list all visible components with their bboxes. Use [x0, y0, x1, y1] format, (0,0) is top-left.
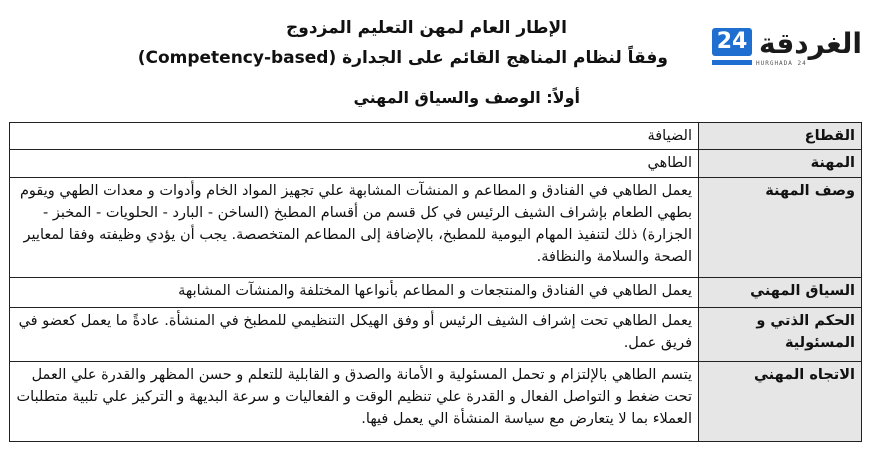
row-label: المهنة: [699, 150, 862, 178]
table-row: [10, 308, 862, 362]
table-row: [10, 123, 862, 150]
logo-tagline: HURGHADA 24: [756, 60, 807, 67]
row-label: الاتجاه المهني: [699, 362, 862, 442]
logo-underline: [712, 60, 752, 65]
table-row: [10, 278, 862, 308]
row-value: يعمل الطاهي في الفنادق و المطاعم و المنشآت المشابهة علي تجهيز المواد الخام وأدوات و معدات الطهي ويقوم بطهي الطعام بإشراف الشيف الرئيس في كل قسم من أقسام المطبخ (الساخن - البارد - الحلويات - المخبز - الجزارة) ذلك لتنفيذ المهام اليومية للمطبخ، بالإضافة إلى المطاعم المتخصصة. يجب أن يؤدي وظيفته وفقا لمعايير الصحة والسلامة والنظافة.: [10, 178, 699, 278]
site-logo[interactable]: [712, 26, 862, 72]
row-value: يعمل الطاهي في الفنادق والمنتجعات و المطاعم بأنواعها المختلفة والمنشآت المشابهة: [10, 278, 699, 308]
document-title: الإطار العام لمهن التعليم المزدوج: [286, 18, 567, 38]
logo-number: 24: [712, 28, 752, 56]
profession-table: [9, 122, 862, 442]
row-value: يتسم الطاهي بالإلتزام و تحمل المسئولية و الأمانة والصدق و القابلية للتعلم و حسن المظهر والقدرة علي العمل تحت ضغط و التواصل الفعال و القدرة علي تنظيم الوقت و الفعاليات و سرعة البديهة و التركيز علي تلبية متطلبات العملاء بما لا يتعارض مع سياسة المنشأة الي يعمل فيها.: [10, 362, 699, 442]
row-value: الضيافة: [10, 123, 699, 150]
table-row: [10, 362, 862, 442]
logo-name: الغردقة: [758, 27, 862, 60]
row-value: يعمل الطاهي تحت إشراف الشيف الرئيس أو وفق الهيكل التنظيمي للمطبخ في المنشأة. عادةً ما يعمل كعضو في فريق عمل.: [10, 308, 699, 362]
table-row: [10, 178, 862, 278]
row-label: القطاع: [699, 123, 862, 150]
row-label: وصف المهنة: [699, 178, 862, 278]
row-label: الحكم الذتي و المسئولية: [699, 308, 862, 362]
document-subtitle: وفقاً لنظام المناهج القائم على الجدارة (Competency-based): [137, 48, 668, 68]
row-value: الطاهي: [10, 150, 699, 178]
row-label: السياق المهني: [699, 278, 862, 308]
table-row: [10, 150, 862, 178]
document-header: [0, 0, 872, 118]
section-heading: أولاً: الوصف والسياق المهني: [353, 88, 580, 107]
